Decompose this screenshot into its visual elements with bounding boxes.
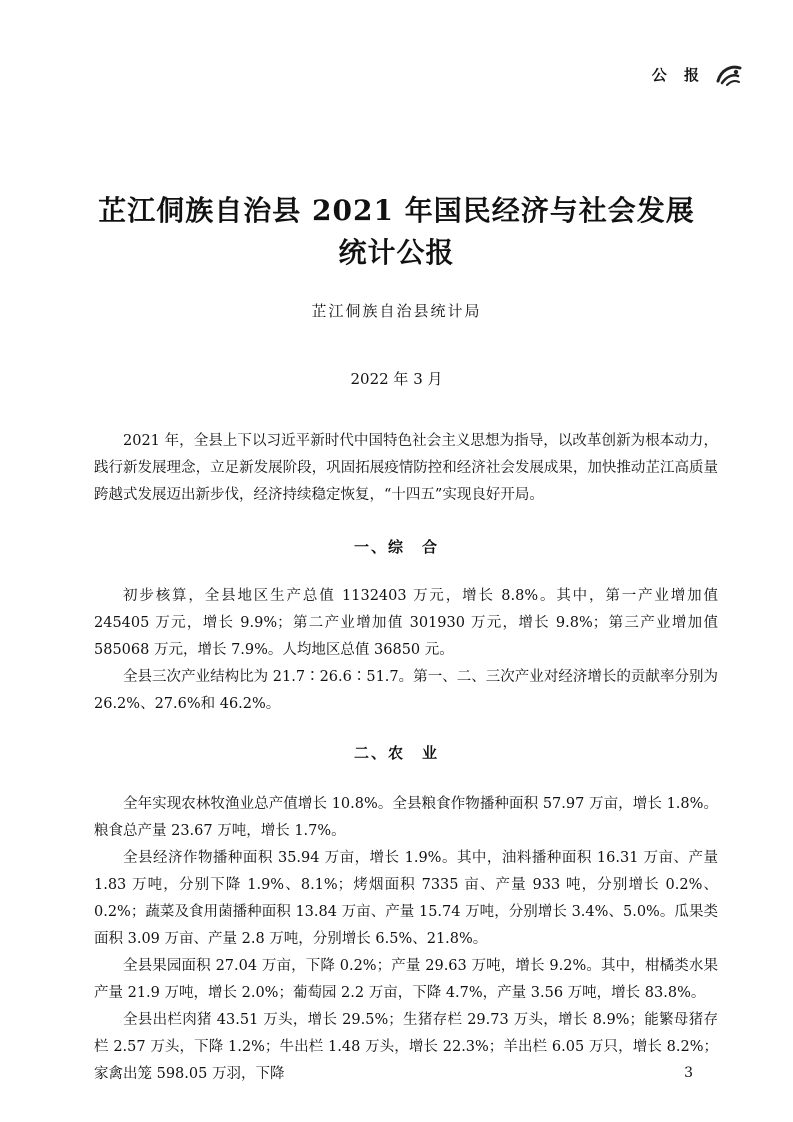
intro-paragraph: 2021 年，全县上下以习近平新时代中国特色社会主义思想为指导，以改革创新为根本动力，践行新发展理念，立足新发展阶段，巩固拓展疫情防控和经济社会发展成果，加快推动芷江高质量跨越式发展迈出新步伐，经济持续稳定恢复，“十四五”实现良好开局。 <box>94 433 718 503</box>
section-heading-general: 一、综 合 <box>353 538 439 556</box>
paragraph: 全县三次产业结构比为 21.7∶26.6∶51.7。第一、二、三次产业对经济增长的贡献率分别为 26.2%、27.6%和 46.2%。 <box>94 669 718 712</box>
paragraph: 全县果园面积 27.04 万亩，下降 0.2%；产量 29.63 万吨，增长 9.2%。其中，柑橘类水果产量 21.9 万吨，增长 2.0%；葡萄园 2.2 万亩，下降 4.7%，产量 3.56 万吨，增长 83.8%。 <box>94 958 718 1001</box>
paragraph: 全县出栏肉猪 43.51 万头，增长 29.5%；生猪存栏 29.73 万头，增长 8.9%；能繁母猪存栏 2.57 万头，下降 1.2%；牛出栏 1.48 万头，增长 22.3%；羊出栏 6.05 万只，增长 8.2%；家禽出笼 598.05 万羽，下降 <box>94 1012 718 1082</box>
page-title-line-2: 统计公报 <box>338 236 455 269</box>
page-number: 3 <box>684 1065 693 1081</box>
paragraph: 初步核算，全县地区生产总值 1132403 万元，增长 8.8%。其中，第一产业增加值 245405 万元，增长 9.9%；第二产业增加值 301930 万元，增长 9.8%；第三产业增加值 585068 万元，增长 7.9%。人均地区总值 36850 元。 <box>94 588 718 658</box>
section-body-agriculture <box>94 791 718 1088</box>
header-label: 公 报 <box>651 65 705 84</box>
running-header <box>652 62 743 86</box>
paragraph: 全县经济作物播种面积 35.94 万亩，增长 1.9%。其中，油料播种面积 16.31 万亩、产量 1.83 万吨，分别下降 1.9%、8.1%；烤烟面积 7335 亩、产量 933 吨，分别增长 0.2%、0.2%；蔬菜及食用菌播种面积 13.84 万亩、产量 15.74 万吨，分别增长 3.4%、5.0%。瓜果类面积 3.09 万亩、产量 2.8 万吨，分别增长 6.5%、21.8%。 <box>94 850 718 947</box>
intro-block <box>94 428 718 509</box>
page-title-line-1: 芷江侗族自治县 2021 年国民经济与社会发展 <box>98 194 695 227</box>
section-body-general <box>94 583 718 718</box>
publication-date: 2022 年 3 月 <box>350 370 443 388</box>
author: 芷江侗族自治县统计局 <box>311 302 482 320</box>
section-heading-agriculture: 二、农 业 <box>353 744 439 762</box>
paragraph: 全年实现农林牧渔业总产值增长 10.8%。全县粮食作物播种面积 57.97 万亩，增长 1.8%。粮食总产量 23.67 万吨，增长 1.7%。 <box>94 796 718 839</box>
bulletin-logo-icon <box>715 62 743 86</box>
